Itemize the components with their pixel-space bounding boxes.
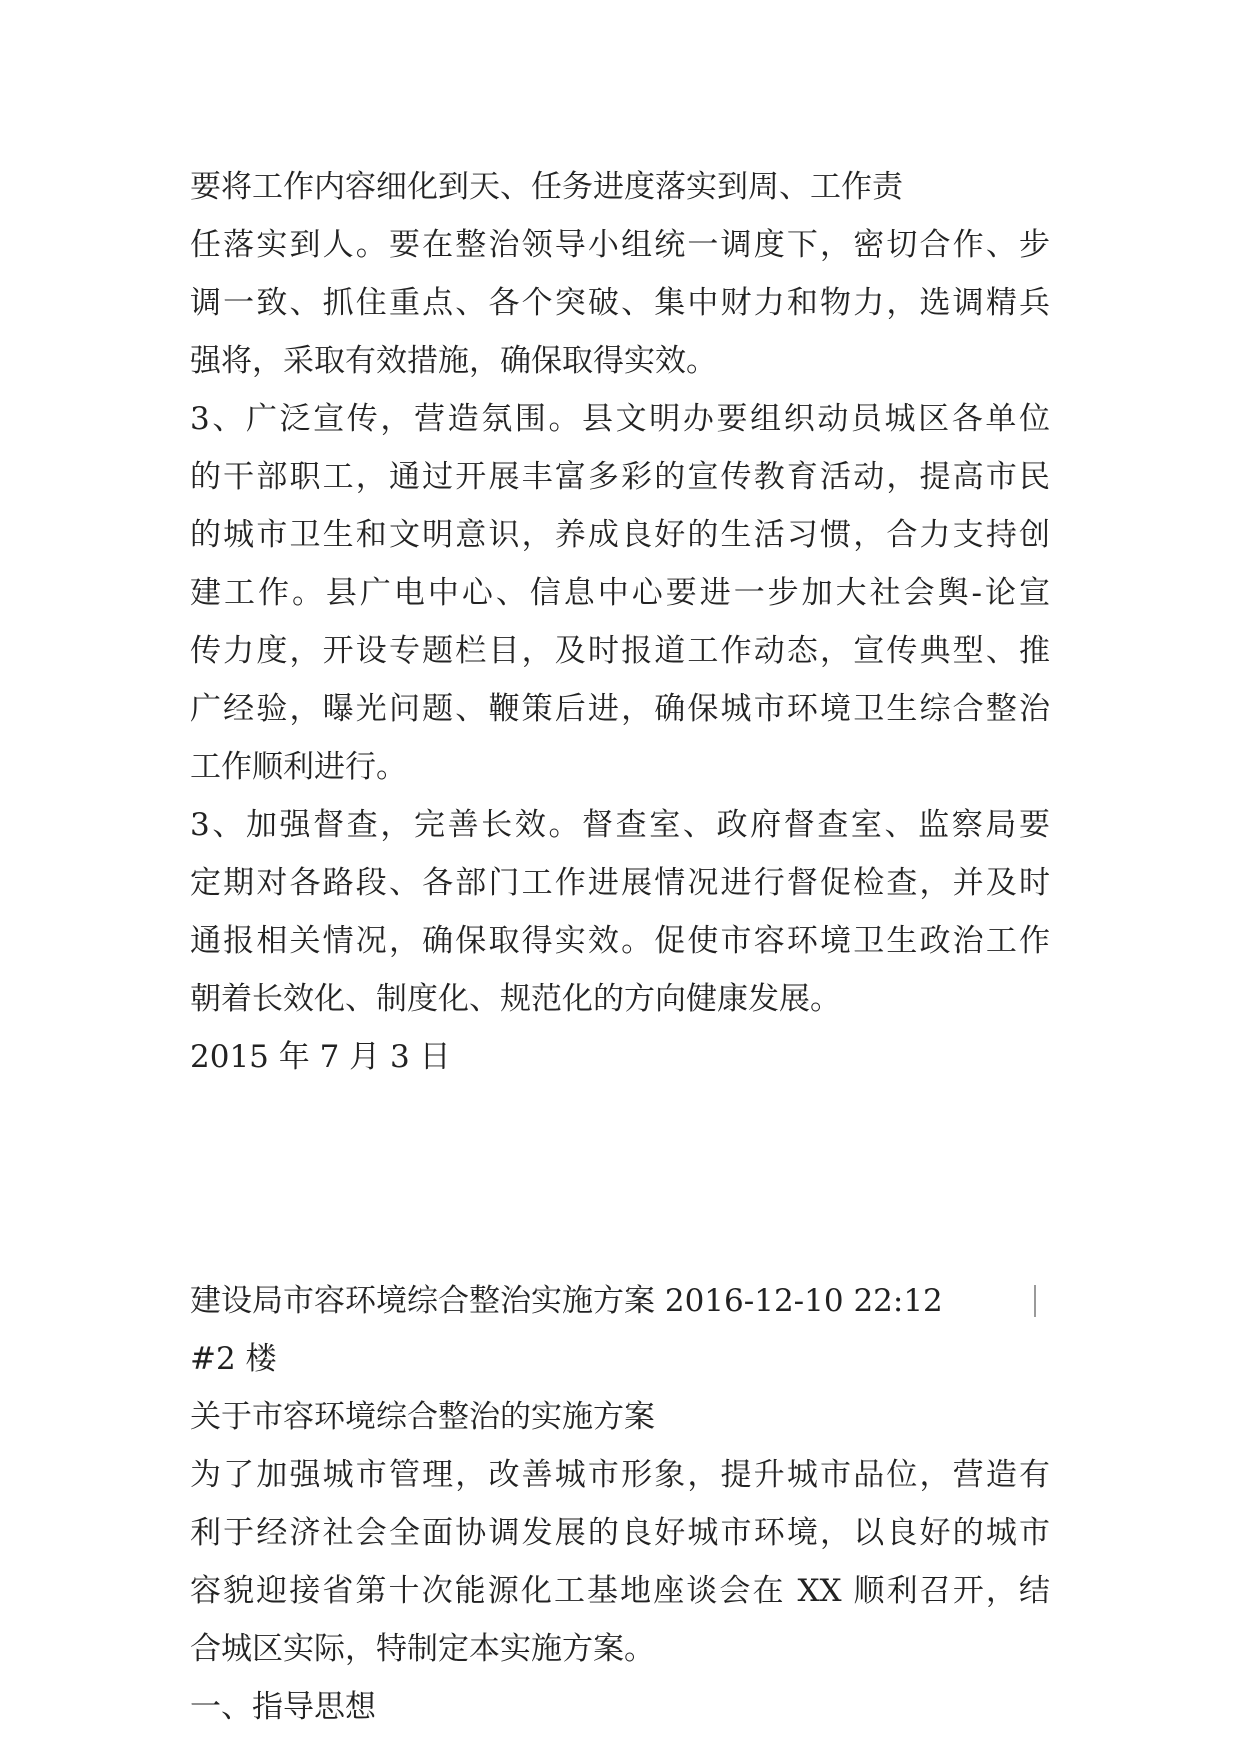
text-line: 强将，采取有效措施，确保取得实效。 — [190, 343, 717, 379]
text-line: 传力度，开设专题栏目，及时报道工作动态，宣传典型、推 — [190, 633, 1050, 669]
section-heading: 一、指导思想 — [190, 1689, 376, 1725]
floor-label: #2 楼 — [190, 1341, 277, 1377]
section-heading: 3、加强督查，完善长效。督查室、政府督查室、监察局要 — [190, 807, 1050, 843]
text-line: 广经验，曝光问题、鞭策后进，确保城市环境卫生综合整治 — [190, 691, 1050, 727]
text-line: 建工作。县广电中心、信息中心要进一步加大社会舆-论宣 — [190, 575, 1050, 611]
document-title: 关于市容环境综合整治的实施方案 — [190, 1399, 655, 1435]
text-line: 通报相关情况，确保取得实效。促使市容环境卫生政治工作 — [190, 923, 1050, 959]
text-line: 为了加强城市管理，改善城市形象，提升城市品位，营造有 — [190, 1457, 1050, 1493]
text-line: 调一致、抓住重点、各个突破、集中财力和物力，选调精兵 — [190, 285, 1050, 321]
text-line: 定期对各路段、各部门工作进展情况进行督促检查，并及时 — [190, 865, 1050, 901]
text-line: 任落实到人。要在整治领导小组统一调度下，密切合作、步 — [190, 227, 1050, 263]
post-title-line: 建设局市容环境综合整治实施方案 2016-12-10 22:12 — [190, 1283, 943, 1319]
text-line: 合城区实际，特制定本实施方案。 — [190, 1631, 655, 1667]
text-line: 利于经济社会全面协调发展的良好城市环境，以良好的城市 — [190, 1515, 1050, 1551]
section-heading: 3、广泛宣传，营造氛围。县文明办要组织动员城区各单位 — [190, 401, 1050, 437]
text-line: 的干部职工，通过开展丰富多彩的宣传教育活动，提高市民 — [190, 459, 1050, 495]
text-line: 要将工作内容细化到天、任务进度落实到周、工作责 — [190, 169, 903, 205]
text-line: 工作顺利进行。 — [190, 749, 407, 785]
text-line: 的城市卫生和文明意识，养成良好的生活习惯，合力支持创 — [190, 517, 1050, 553]
text-line: 朝着长效化、制度化、规范化的方向健康发展。 — [190, 981, 841, 1017]
text-line: 容貌迎接省第十次能源化工基地座谈会在 XX 顺利召开，结 — [190, 1573, 1050, 1609]
separator-bar — [1034, 1285, 1036, 1317]
date-line: 2015 年 7 月 3 日 — [190, 1039, 451, 1075]
